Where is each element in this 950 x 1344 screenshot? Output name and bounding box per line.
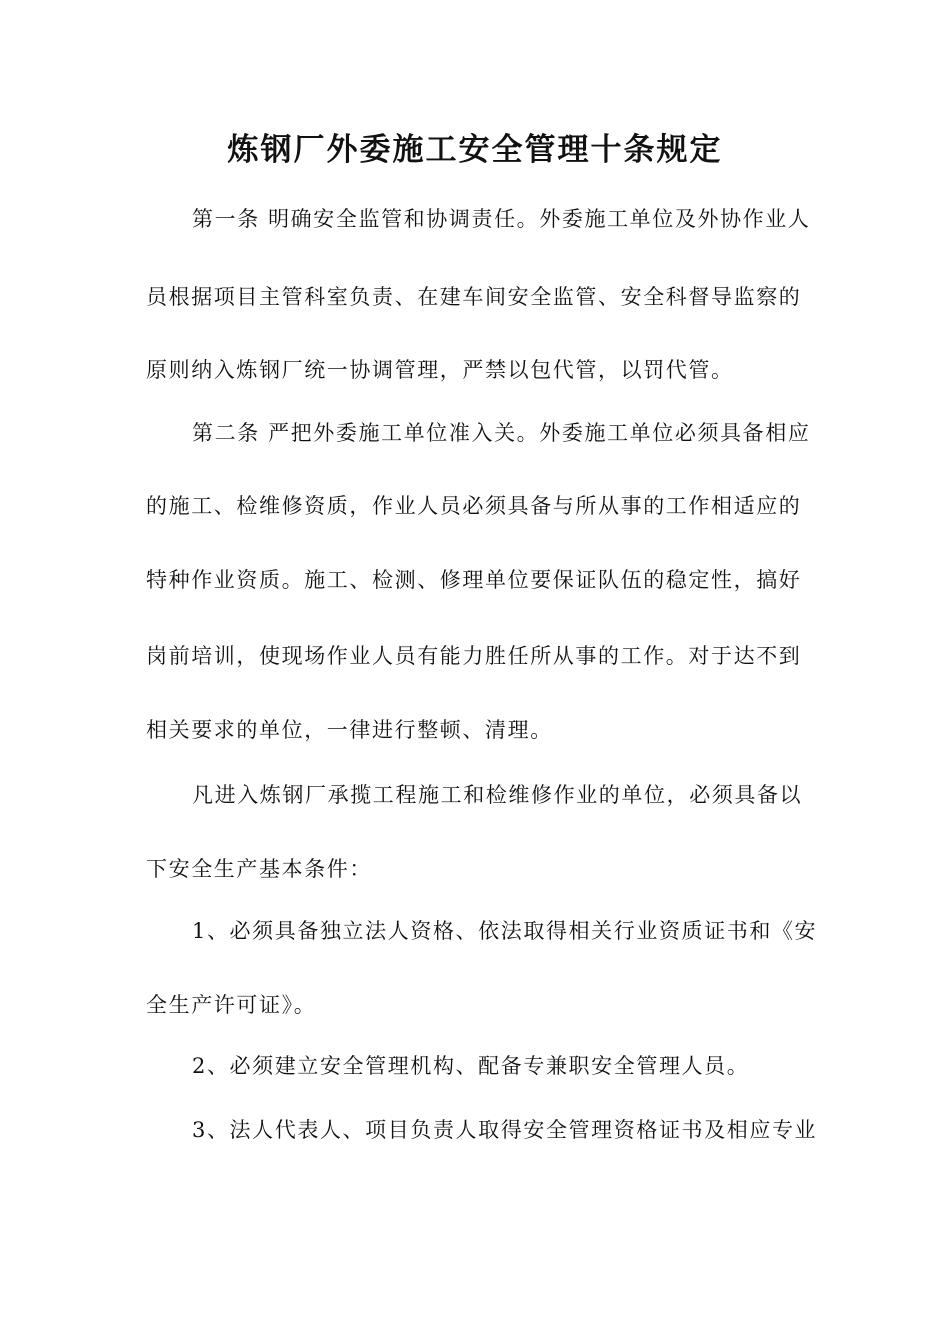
condition-1-line-1: 1、必须具备独立法人资格、依法取得相关行业资质证书和《安 xyxy=(192,919,818,943)
article-2-line-4: 岗前培训，使现场作业人员有能力胜任所从事的工作。对于达不到 xyxy=(146,644,802,668)
conditions-intro-line-2: 下安全生产基本条件： xyxy=(146,857,372,881)
condition-2-line-1: 2、必须建立安全管理机构、配备专兼职安全管理人员。 xyxy=(192,1054,750,1078)
condition-3-line-1: 3、法人代表人、项目负责人取得安全管理资格证书及相应专业 xyxy=(192,1118,818,1142)
article-1-line-2: 员根据项目主管科室负责、在建车间安全监管、安全科督导监察的 xyxy=(146,285,802,309)
article-2-line-1: 第二条 严把外委施工单位准入关。外委施工单位必须具备相应 xyxy=(192,421,811,445)
article-2-line-5: 相关要求的单位，一律进行整顿、清理。 xyxy=(146,718,553,742)
article-2-line-3: 特种作业资质。施工、检测、修理单位要保证队伍的稳定性，搞好 xyxy=(146,568,802,592)
condition-1-line-2: 全生产许可证》。 xyxy=(146,993,317,1017)
article-2-line-2: 的施工、检维修资质，作业人员必须具备与所从事的工作相适应的 xyxy=(146,494,802,518)
article-1-line-1: 第一条 明确安全监管和协调责任。外委施工单位及外协作业人 xyxy=(192,207,811,231)
document-title: 炼钢厂外委施工安全管理十条规定 xyxy=(227,132,723,168)
conditions-intro-line-1: 凡进入炼钢厂承揽工程施工和检维修作业的单位，必须具备以 xyxy=(192,783,803,807)
article-1-line-3: 原则纳入炼钢厂统一协调管理，严禁以包代管，以罚代管。 xyxy=(146,358,734,382)
